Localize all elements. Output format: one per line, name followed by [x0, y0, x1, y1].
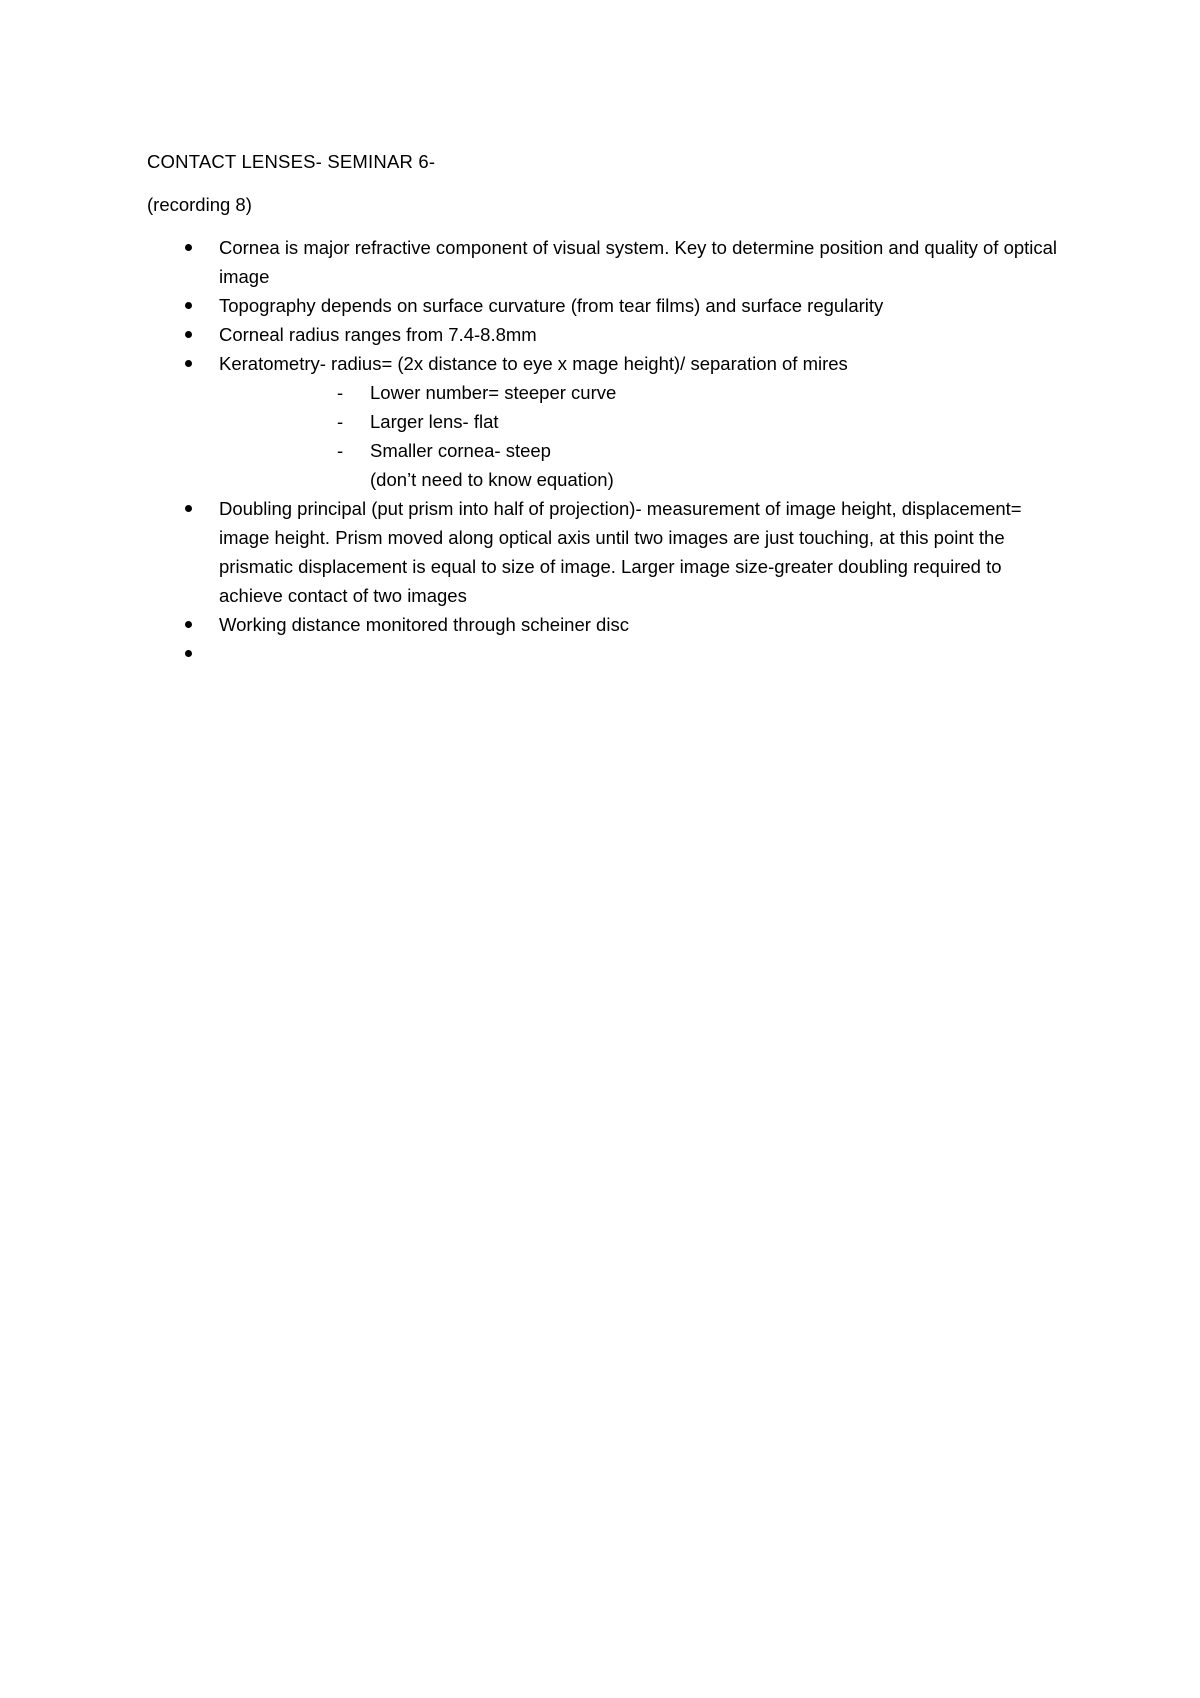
- bullet-text: Cornea is major refractive component of visual system. Key to determine position and quality of optical image: [219, 237, 1058, 287]
- bullet-item: [147, 494, 1067, 610]
- bullet-item: [147, 610, 1067, 639]
- sub-item-text: Lower number= steeper curve: [370, 382, 617, 403]
- bullet-list-continued: [147, 494, 1067, 668]
- sub-item: [147, 407, 1067, 436]
- bullet-icon: [185, 302, 192, 309]
- bullet-icon: [185, 650, 192, 657]
- bullet-text: Working distance monitored through scheiner disc: [219, 614, 629, 635]
- bullet-text: Doubling principal (put prism into half of projection)- measurement of image height, displacement= image height. Prism moved along optical axis until two images are just touching, at this point the prismatic displacement is equal to size of image. Larger image size-greater doubling required to achieve contact of two images: [219, 498, 1022, 606]
- sub-item-text: Larger lens- flat: [370, 411, 499, 432]
- dash-icon: -: [337, 411, 344, 432]
- bullet-text: [219, 643, 224, 664]
- sub-list: [147, 378, 1067, 465]
- document-subtitle: (recording 8): [147, 194, 252, 215]
- bullet-item: [147, 349, 1067, 378]
- dash-icon: -: [337, 382, 344, 403]
- bullet-text: Corneal radius ranges from 7.4-8.8mm: [219, 324, 537, 345]
- bullet-item: [147, 320, 1067, 349]
- bullet-icon: [185, 505, 192, 512]
- bullet-text: Keratometry- radius= (2x distance to eye x mage height)/ separation of mires: [219, 353, 848, 374]
- sub-item-text: Smaller cornea- steep: [370, 440, 551, 461]
- equation-note: (don’t need to know equation): [370, 469, 614, 490]
- bullet-text: Topography depends on surface curvature (from tear films) and surface regularity: [219, 295, 884, 316]
- dash-icon: -: [337, 440, 344, 461]
- bullet-item-empty: [147, 639, 1067, 668]
- bullet-icon: [185, 621, 192, 628]
- bullet-list: [147, 233, 1067, 378]
- bullet-item: [147, 233, 1067, 291]
- bullet-icon: [185, 244, 192, 251]
- document-title: CONTACT LENSES- SEMINAR 6-: [147, 151, 436, 172]
- document-content: [147, 147, 1067, 668]
- bullet-icon: [185, 360, 192, 367]
- bullet-icon: [185, 331, 192, 338]
- sub-item: [147, 436, 1067, 465]
- bullet-item: [147, 291, 1067, 320]
- sub-item: [147, 378, 1067, 407]
